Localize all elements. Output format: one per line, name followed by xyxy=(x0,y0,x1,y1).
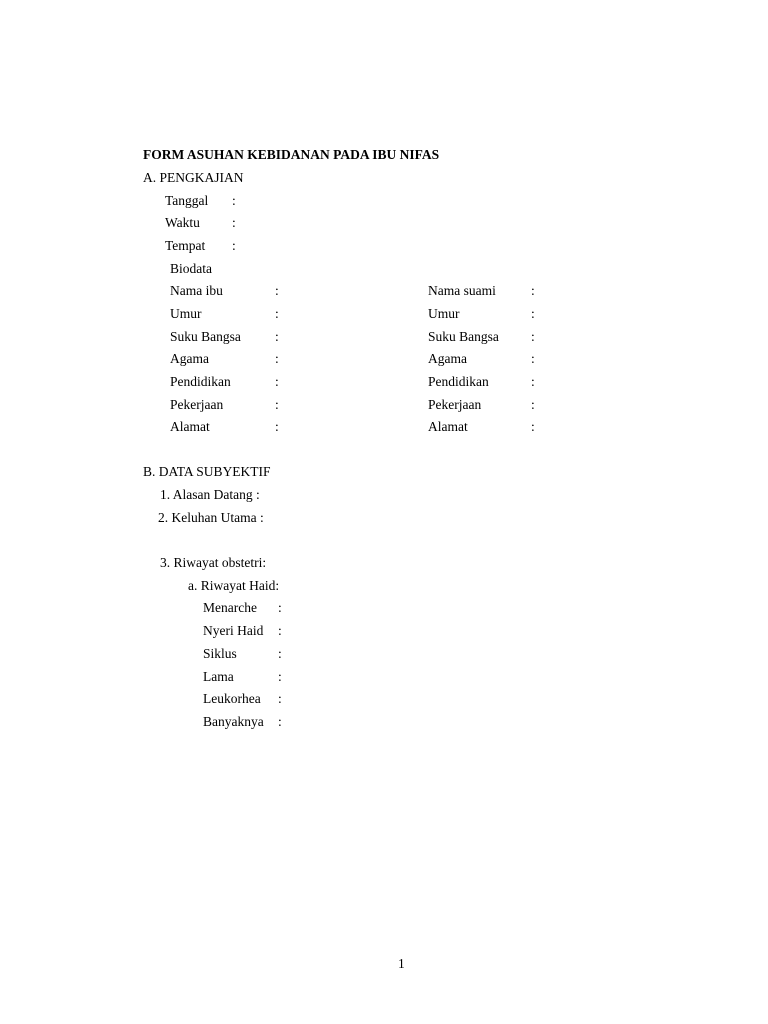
mother-label: Agama xyxy=(170,351,209,366)
husband-colon: : xyxy=(531,374,535,389)
husband-label: Nama suami xyxy=(428,283,496,298)
haid-label: Lama xyxy=(203,669,234,684)
field-colon-waktu: : xyxy=(232,215,236,230)
field-colon-tempat: : xyxy=(232,238,236,253)
haid-label: Leukorhea xyxy=(203,691,261,706)
mother-label: Suku Bangsa xyxy=(170,329,241,344)
husband-colon: : xyxy=(531,397,535,412)
mother-colon: : xyxy=(275,351,279,366)
section-b-heading: B. DATA SUBYEKTIF xyxy=(143,464,271,479)
husband-label: Agama xyxy=(428,351,467,366)
mother-label: Pekerjaan xyxy=(170,397,224,412)
mother-colon: : xyxy=(275,419,279,434)
mother-colon: : xyxy=(275,374,279,389)
sub-riwayat-haid: a. Riwayat Haid: xyxy=(188,578,280,593)
haid-label: Siklus xyxy=(203,646,237,661)
mother-label: Alamat xyxy=(170,419,210,434)
page-number: 1 xyxy=(398,956,405,971)
field-label-tempat: Tempat xyxy=(165,238,206,253)
section-a-heading: A. PENGKAJIAN xyxy=(143,170,244,185)
mother-colon: : xyxy=(275,306,279,321)
haid-colon: : xyxy=(278,669,282,684)
form-title: FORM ASUHAN KEBIDANAN PADA IBU NIFAS xyxy=(143,147,440,162)
husband-label: Pekerjaan xyxy=(428,397,482,412)
mother-colon: : xyxy=(275,397,279,412)
item-riwayat-obstetri: 3. Riwayat obstetri: xyxy=(160,555,267,570)
field-colon-tanggal: : xyxy=(232,193,236,208)
husband-colon: : xyxy=(531,351,535,366)
husband-label: Umur xyxy=(428,306,460,321)
mother-colon: : xyxy=(275,329,279,344)
haid-colon: : xyxy=(278,714,282,729)
haid-label: Banyaknya xyxy=(203,714,264,729)
husband-colon: : xyxy=(531,329,535,344)
field-label-tanggal: Tanggal xyxy=(165,193,209,208)
husband-label: Suku Bangsa xyxy=(428,329,499,344)
haid-colon: : xyxy=(278,600,282,615)
husband-label: Alamat xyxy=(428,419,468,434)
husband-label: Pendidikan xyxy=(428,374,489,389)
mother-colon: : xyxy=(275,283,279,298)
mother-label: Nama ibu xyxy=(170,283,223,298)
husband-colon: : xyxy=(531,283,535,298)
haid-label: Nyeri Haid xyxy=(203,623,264,638)
husband-colon: : xyxy=(531,306,535,321)
husband-colon: : xyxy=(531,419,535,434)
item-keluhan-utama: 2. Keluhan Utama : xyxy=(158,510,264,525)
mother-label: Umur xyxy=(170,306,202,321)
mother-label: Pendidikan xyxy=(170,374,231,389)
field-label-waktu: Waktu xyxy=(165,215,200,230)
item-alasan-datang: 1. Alasan Datang : xyxy=(160,487,260,502)
haid-colon: : xyxy=(278,646,282,661)
haid-colon: : xyxy=(278,691,282,706)
biodata-label: Biodata xyxy=(170,261,212,276)
haid-label: Menarche xyxy=(203,600,257,615)
haid-colon: : xyxy=(278,623,282,638)
